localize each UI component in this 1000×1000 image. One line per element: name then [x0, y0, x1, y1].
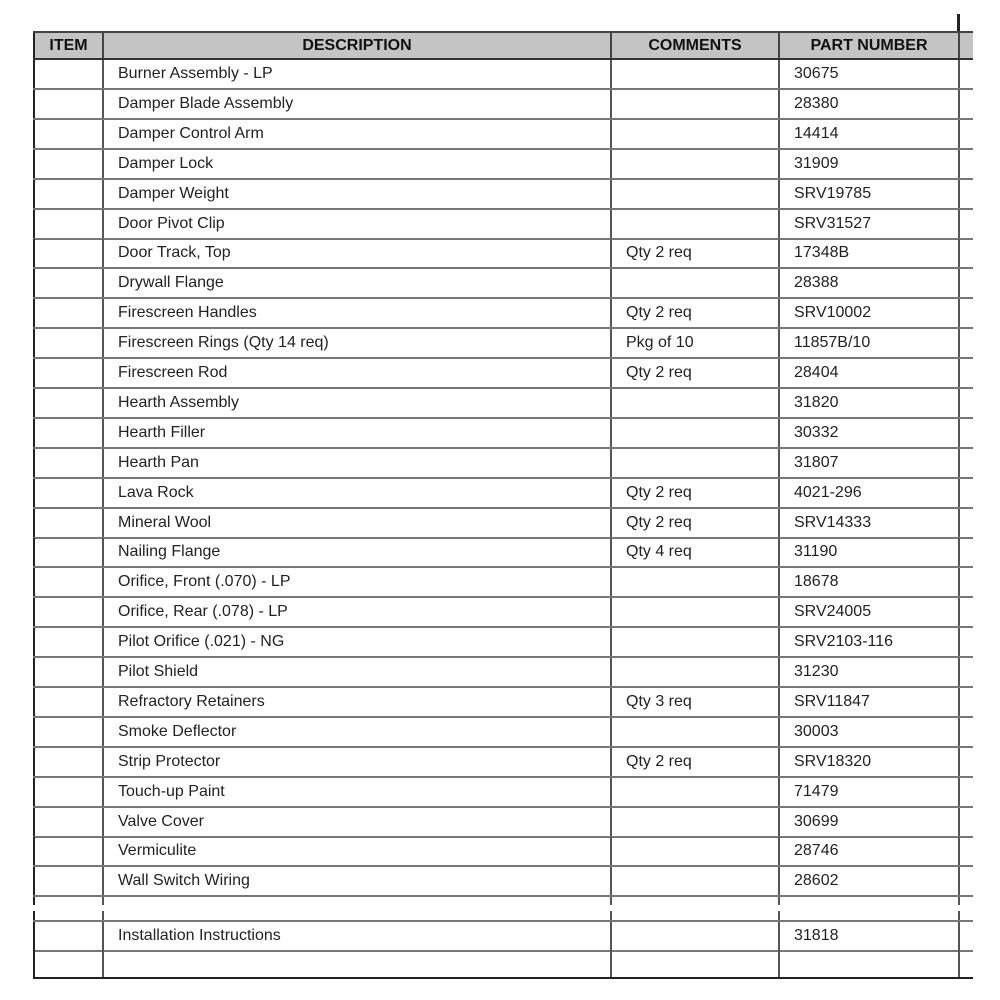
cell-extra	[958, 808, 974, 836]
cell-comments: Qty 2 req	[610, 239, 778, 267]
table-row	[33, 718, 973, 748]
cell-extra	[958, 658, 974, 686]
cell-extra	[958, 269, 974, 297]
cell-item	[33, 778, 102, 806]
table-row	[33, 538, 973, 568]
header-part-number: PART NUMBER	[778, 33, 958, 58]
cell-comments	[610, 922, 778, 950]
cell-extra	[958, 299, 974, 327]
cell-comments	[610, 598, 778, 626]
edge-mark	[957, 14, 960, 32]
table-row	[33, 329, 973, 359]
cell-comments	[610, 60, 778, 88]
table-row	[33, 950, 973, 979]
cell-comments	[610, 658, 778, 686]
cell-extra	[958, 210, 974, 238]
cell-comments: Qty 2 req	[610, 359, 778, 387]
cell-item	[33, 449, 102, 477]
cell-extra	[958, 538, 974, 566]
cell-item	[33, 837, 102, 865]
cell-comments	[610, 950, 778, 977]
cell-extra	[958, 90, 974, 118]
cell-item	[33, 568, 102, 596]
table-row	[33, 568, 973, 598]
cell-description: Vermiculite	[102, 837, 610, 865]
table-row	[33, 449, 973, 479]
cell-description: Pilot Shield	[102, 658, 610, 686]
cell-extra	[958, 748, 974, 776]
cell-part-number: 30699	[778, 808, 958, 836]
cell-item	[33, 389, 102, 417]
cell-comments	[610, 628, 778, 656]
cell-extra	[958, 867, 974, 895]
cell-description: Hearth Filler	[102, 419, 610, 447]
cell-extra	[958, 479, 974, 507]
cell-item	[33, 688, 102, 716]
cell-item	[33, 748, 102, 776]
table-row	[33, 150, 973, 180]
cell-item	[33, 210, 102, 238]
cell-part-number: SRV10002	[778, 299, 958, 327]
cell-description: Smoke Deflector	[102, 718, 610, 746]
cell-description: Damper Lock	[102, 150, 610, 178]
header-description: DESCRIPTION	[102, 33, 610, 58]
table-row	[33, 239, 973, 269]
cell-description: Nailing Flange	[102, 538, 610, 566]
cell-part-number: 30675	[778, 60, 958, 88]
cell-comments	[610, 269, 778, 297]
cell-item	[33, 419, 102, 447]
table-row	[33, 778, 973, 808]
table-row	[33, 359, 973, 389]
cell-description: Firescreen Handles	[102, 299, 610, 327]
table-row	[33, 837, 973, 867]
cell-comments: Qty 2 req	[610, 509, 778, 537]
cell-comments	[610, 449, 778, 477]
table-row	[33, 299, 973, 329]
cell-comments	[610, 419, 778, 447]
cell-extra	[958, 922, 974, 950]
cell-comments: Qty 4 req	[610, 538, 778, 566]
cell-description: Wall Switch Wiring	[102, 867, 610, 895]
cell-comments: Pkg of 10	[610, 329, 778, 357]
table-row	[33, 897, 973, 922]
cell-comments	[610, 210, 778, 238]
cell-extra	[958, 329, 974, 357]
cell-part-number: 28602	[778, 867, 958, 895]
table-row	[33, 120, 973, 150]
table-row	[33, 922, 973, 952]
cell-item	[33, 239, 102, 267]
cell-item	[33, 628, 102, 656]
cell-comments	[610, 150, 778, 178]
cell-description: Door Track, Top	[102, 239, 610, 267]
table-row	[33, 598, 973, 628]
cell-extra	[958, 449, 974, 477]
cell-part-number: 4021-296	[778, 479, 958, 507]
table-row	[33, 90, 973, 120]
cell-part-number: SRV2103-116	[778, 628, 958, 656]
cell-extra	[958, 688, 974, 716]
cell-extra	[958, 60, 974, 88]
cell-item	[33, 329, 102, 357]
cell-extra	[958, 389, 974, 417]
cell-part-number: SRV14333	[778, 509, 958, 537]
cell-extra	[958, 419, 974, 447]
cell-part-number: 30003	[778, 718, 958, 746]
cell-part-number: 18678	[778, 568, 958, 596]
cell-description: Installation Instructions	[102, 922, 610, 950]
cell-description: Orifice, Rear (.078) - LP	[102, 598, 610, 626]
cell-comments	[610, 568, 778, 596]
cell-item	[33, 120, 102, 148]
cell-part-number: SRV11847	[778, 688, 958, 716]
cell-comments	[610, 778, 778, 806]
cell-description: Mineral Wool	[102, 509, 610, 537]
table-row	[33, 479, 973, 509]
cell-part-number: 31230	[778, 658, 958, 686]
cell-extra	[958, 598, 974, 626]
cell-part-number: SRV18320	[778, 748, 958, 776]
cell-comments	[610, 837, 778, 865]
cell-item	[33, 299, 102, 327]
cell-part-number: 30332	[778, 419, 958, 447]
cell-item	[33, 60, 102, 88]
cell-description: Damper Weight	[102, 180, 610, 208]
cell-item	[33, 950, 102, 977]
cell-extra	[958, 150, 974, 178]
cell-description: Damper Blade Assembly	[102, 90, 610, 118]
cell-comments	[610, 389, 778, 417]
table-row	[33, 210, 973, 240]
cell-extra	[958, 120, 974, 148]
cell-extra	[958, 180, 974, 208]
table-row	[33, 180, 973, 210]
cell-item	[33, 90, 102, 118]
cell-extra	[958, 718, 974, 746]
cell-part-number	[778, 950, 958, 977]
cell-item	[33, 359, 102, 387]
table-row	[33, 688, 973, 718]
cell-item	[33, 598, 102, 626]
cell-part-number: 71479	[778, 778, 958, 806]
cell-item	[33, 867, 102, 895]
cell-item	[33, 922, 102, 950]
cell-item	[33, 180, 102, 208]
cell-comments	[610, 180, 778, 208]
table-row	[33, 419, 973, 449]
table-row	[33, 628, 973, 658]
cell-extra	[958, 837, 974, 865]
table-break	[33, 905, 978, 911]
cell-part-number: 11857B/10	[778, 329, 958, 357]
table-row	[33, 60, 973, 90]
cell-comments: Qty 2 req	[610, 479, 778, 507]
cell-description: Firescreen Rings (Qty 14 req)	[102, 329, 610, 357]
cell-item	[33, 479, 102, 507]
table-row	[33, 867, 973, 897]
cell-extra	[958, 628, 974, 656]
cell-part-number: 17348B	[778, 239, 958, 267]
cell-part-number: 31190	[778, 538, 958, 566]
cell-part-number: 14414	[778, 120, 958, 148]
cell-item	[33, 718, 102, 746]
cell-comments	[610, 90, 778, 118]
cell-part-number: 31909	[778, 150, 958, 178]
table-header	[33, 31, 973, 60]
cell-description: Firescreen Rod	[102, 359, 610, 387]
cell-description: Pilot Orifice (.021) - NG	[102, 628, 610, 656]
cell-item	[33, 150, 102, 178]
cell-description: Damper Control Arm	[102, 120, 610, 148]
cell-part-number: 28404	[778, 359, 958, 387]
cell-part-number: SRV31527	[778, 210, 958, 238]
cell-comments: Qty 2 req	[610, 748, 778, 776]
cell-description	[102, 950, 610, 977]
cell-comments	[610, 120, 778, 148]
cell-part-number: 31807	[778, 449, 958, 477]
table-row	[33, 748, 973, 778]
table-row	[33, 808, 973, 838]
cell-description: Drywall Flange	[102, 269, 610, 297]
header-extra	[958, 33, 973, 58]
header-item: ITEM	[33, 33, 102, 58]
cell-part-number: 28388	[778, 269, 958, 297]
cell-extra	[958, 778, 974, 806]
cell-description: Orifice, Front (.070) - LP	[102, 568, 610, 596]
cell-description: Strip Protector	[102, 748, 610, 776]
cell-description: Hearth Pan	[102, 449, 610, 477]
cell-description: Valve Cover	[102, 808, 610, 836]
cell-description: Door Pivot Clip	[102, 210, 610, 238]
cell-comments	[610, 718, 778, 746]
cell-part-number: 28380	[778, 90, 958, 118]
cell-part-number: SRV19785	[778, 180, 958, 208]
header-comments: COMMENTS	[610, 33, 778, 58]
cell-comments: Qty 2 req	[610, 299, 778, 327]
table-row	[33, 509, 973, 539]
cell-item	[33, 538, 102, 566]
table-row	[33, 658, 973, 688]
cell-part-number: 28746	[778, 837, 958, 865]
cell-item	[33, 808, 102, 836]
cell-description: Refractory Retainers	[102, 688, 610, 716]
cell-description: Hearth Assembly	[102, 389, 610, 417]
cell-part-number: SRV24005	[778, 598, 958, 626]
cell-description: Burner Assembly - LP	[102, 60, 610, 88]
cell-comments: Qty 3 req	[610, 688, 778, 716]
cell-description: Touch-up Paint	[102, 778, 610, 806]
cell-part-number: 31820	[778, 389, 958, 417]
cell-item	[33, 269, 102, 297]
cell-extra	[958, 359, 974, 387]
cell-extra	[958, 568, 974, 596]
cell-extra	[958, 509, 974, 537]
table-row	[33, 269, 973, 299]
cell-comments	[610, 867, 778, 895]
cell-extra	[958, 950, 974, 977]
table-row	[33, 389, 973, 419]
cell-item	[33, 509, 102, 537]
cell-extra	[958, 239, 974, 267]
cell-part-number: 31818	[778, 922, 958, 950]
cell-description: Lava Rock	[102, 479, 610, 507]
cell-comments	[610, 808, 778, 836]
cell-item	[33, 658, 102, 686]
